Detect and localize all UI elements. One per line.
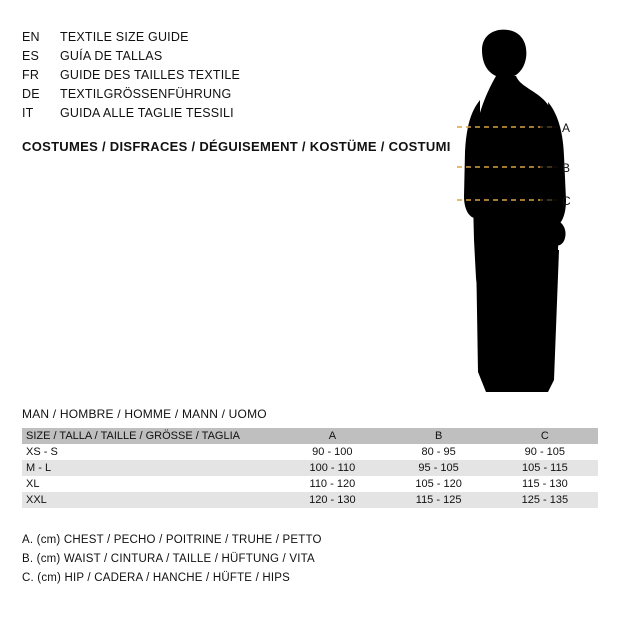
- language-row: [22, 30, 352, 49]
- table-body: [22, 444, 598, 508]
- language-row: [22, 68, 352, 87]
- cell-chest: 90 - 100: [312, 446, 353, 458]
- cell-chest: 100 - 110: [309, 462, 356, 474]
- table-row: [22, 444, 598, 460]
- costumes-subtitle: COSTUMES / DISFRACES / DÉGUISEMENT / KOSTÜME / COSTUMI: [22, 139, 451, 154]
- cell-size: XL: [26, 478, 40, 490]
- cell-hip: 125 - 135: [521, 494, 569, 506]
- language-title: TEXTILE SIZE GUIDE: [60, 30, 189, 44]
- cell-waist: 115 - 125: [415, 494, 462, 506]
- language-code: DE: [22, 87, 40, 101]
- measure-label-c: C: [562, 194, 571, 208]
- figure-silhouette-icon: [430, 20, 600, 395]
- table-header: [22, 428, 598, 444]
- column-header-b: B: [434, 430, 443, 442]
- language-code: ES: [22, 49, 40, 63]
- measure-label-b: B: [562, 161, 571, 175]
- column-header-size: SIZE / TALLA / TAILLE / GRÖSSE / TAGLIA: [26, 430, 240, 442]
- measure-label-a: A: [562, 121, 571, 135]
- language-row: [22, 106, 352, 125]
- cell-hip: 115 - 130: [522, 478, 568, 490]
- language-row: [22, 87, 352, 106]
- cell-hip: 105 - 115: [522, 462, 568, 474]
- body-figure: [430, 20, 600, 395]
- cell-size: XS - S: [26, 446, 58, 458]
- language-title: GUÍA DE TALLAS: [60, 49, 163, 63]
- cell-waist: 95 - 105: [418, 462, 459, 474]
- language-title-block: [22, 30, 352, 125]
- language-code: IT: [22, 106, 34, 120]
- table-row: [22, 492, 598, 508]
- legend-row-c: C. (cm) HIP / CADERA / HANCHE / HÜFTE / HIPS: [22, 572, 291, 584]
- language-title: GUIDA ALLE TAGLIE TESSILI: [60, 106, 234, 120]
- cell-size: XXL: [26, 494, 47, 506]
- table-title: MAN / HOMBRE / HOMME / MANN / UOMO: [22, 407, 267, 421]
- table-row: [22, 476, 598, 492]
- cell-size: M - L: [26, 462, 52, 474]
- language-code: FR: [22, 68, 40, 82]
- column-header-c: C: [540, 430, 549, 442]
- size-table: [22, 428, 598, 508]
- cell-hip: 90 - 105: [524, 446, 566, 458]
- column-header-a: A: [328, 430, 337, 442]
- language-row: [22, 49, 352, 68]
- table-header-row: [22, 428, 598, 444]
- language-title: TEXTILGRÖSSENFÜHRUNG: [60, 87, 232, 101]
- measurement-legend: [22, 531, 322, 588]
- language-code: EN: [22, 30, 40, 44]
- table-row: [22, 460, 598, 476]
- language-title: GUIDE DES TAILLES TEXTILE: [60, 68, 241, 82]
- legend-row-b: B. (cm) WAIST / CINTURA / TAILLE / HÜFTUNG / VITA: [22, 553, 315, 565]
- cell-waist: 80 - 95: [421, 446, 456, 458]
- legend-row-a: A. (cm) CHEST / PECHO / POITRINE / TRUHE / PETTO: [22, 534, 322, 546]
- cell-chest: 120 - 130: [309, 494, 356, 506]
- cell-waist: 105 - 120: [415, 478, 462, 490]
- cell-chest: 110 - 120: [309, 478, 356, 490]
